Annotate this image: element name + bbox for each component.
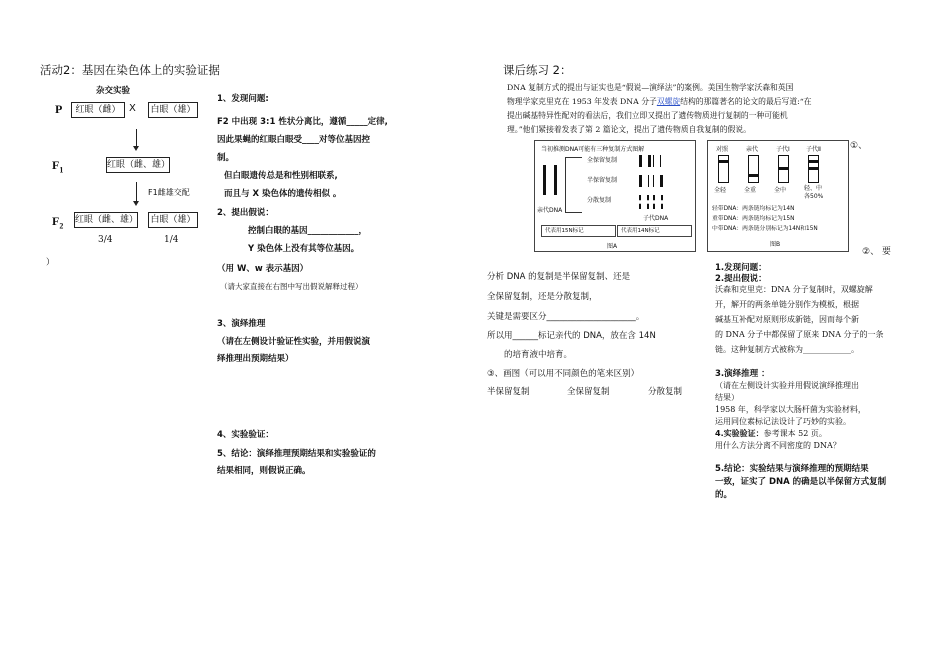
hypothesis-text: 碱基互补配对原则形成新链，因而每个新 (715, 315, 859, 324)
analysis-text: 全保留复制，还是分散复制， (487, 292, 598, 302)
intro-text: 提出碱基特异性配对的看法后，我们立即又提出了遗传物质进行复制的一种可能机 (507, 111, 788, 120)
f2-label: $F_2$ (52, 214, 64, 231)
hypothesis-text: 的 DNA 分子中都保留了原来 DNA 分子的一条 (715, 330, 884, 339)
intro-text: 理。”他们紧接着发表了第 2 篇论文，提出了遗传物质自我复制的假说。 (507, 125, 751, 134)
left-text: 结果相同，则假说正确。 (217, 466, 311, 476)
figb-band: 各50% (804, 193, 824, 200)
left-text: 制。 (217, 153, 235, 163)
mark-2: ②、 要 (862, 247, 891, 257)
bracket-icon (565, 157, 582, 213)
left-text: 绎推理出预期结果） (217, 354, 294, 364)
analysis-text: 所以用______标记亲代的 DNA，放在含 14N (487, 331, 656, 341)
figb-band: 轻、中 (804, 185, 823, 192)
left-step3: 3、演绎推理 (217, 319, 266, 329)
left-text: （用 W、w 表示基因） (217, 264, 309, 274)
f1-label: $F_1$ (52, 158, 64, 175)
left-text: （请在左侧设计验证性实验，并用假说演 (217, 337, 371, 347)
analysis-text: 分析 DNA 的复制是半保留复制、还是 (487, 272, 631, 282)
right-step5: 5.结论：实验结果与演绎推理的预期结果 (715, 464, 869, 474)
f2-right-box: 白眼（雄） (148, 212, 198, 228)
arrow-down-icon (136, 129, 137, 147)
parent-dna-icon (543, 165, 557, 195)
p-left-box: 红眼（雌） (71, 102, 125, 118)
left-step5: 5、结论：演绎推理预期结果和实验验证的 (217, 449, 376, 459)
left-text: Y 染色体上没有其等位基因。 (248, 244, 360, 254)
child-dna-icon (653, 175, 663, 187)
left-text: 而且与 X 染色体的遗传相似 。 (224, 189, 342, 199)
left-text: 控制白眼的基因____________， (248, 226, 368, 236)
tube-icon (718, 155, 729, 183)
verification-question: 用什么方法分离不同密度的 DNA？ (715, 441, 841, 450)
figb-band: 全中 (774, 187, 787, 194)
right-title: 课后练习 2： (503, 63, 572, 77)
p-label: P (55, 102, 63, 116)
left-step2: 2、提出假说： (217, 208, 274, 218)
left-text: 但白眼遗传总是和性别相联系, (224, 171, 338, 181)
analysis-text: 关键是需要区分_____________________。 (487, 312, 645, 322)
figa-legend2: 代表用14N标记 (617, 225, 692, 237)
tube-icon (748, 155, 759, 183)
hypothesis-text: 链。这种复制方式被称为____________。 (715, 345, 859, 354)
f2-left-box: 红眼（雌、雄） (74, 212, 138, 228)
right-step3: 3.演绎推理 ： (715, 369, 770, 379)
conclusion-text: 一致，证实了 DNA 的确是以半保留方式复制 (715, 477, 887, 487)
figb-col: 子代Ⅰ (776, 146, 790, 153)
stray-mark: ） (46, 258, 55, 268)
tube-icon (808, 155, 819, 183)
right-step1: 1.发现问题： (715, 263, 767, 273)
tube-icon (778, 155, 789, 183)
deduction-text: 结果） (715, 393, 739, 402)
hypothesis-text: 沃森和克里克：DNA 分子复制时，双螺旋解 (715, 285, 873, 294)
left-text: F2 中出现 3:1 性状分离比，遵循_____定律, (217, 117, 388, 127)
figa-child: 子代DNA (643, 215, 669, 222)
figa-method1: 全保留复制 (587, 157, 618, 164)
figb-caption: 图B (770, 241, 781, 248)
cross-title: 杂交实验 (96, 86, 131, 96)
child-dna-icon (653, 195, 663, 209)
cross-sign: X (129, 103, 136, 114)
analysis-method: 半保留复制 (487, 387, 530, 397)
left-text: （请大家直接在右图中写出假说解释过程） (220, 282, 363, 291)
analysis-text: 的培育液中培育。 (504, 350, 573, 360)
child-dna-icon (639, 175, 649, 187)
intro-text: DNA 复制方式的提出与证实也是“假说—演绎法”的案例。美国生物学家沃森和英国 (507, 83, 794, 92)
analysis-method: 分散复制 (648, 387, 683, 397)
figb-band: 全轻 (714, 187, 727, 194)
figa-caption: 图A (607, 243, 618, 250)
figb-note: 轻带DNA：两条链均标记为14N (712, 206, 795, 212)
left-text: 因此果蝇的红眼白眼受____对等位基因控 (217, 135, 371, 145)
left-step1: 1、发现问题: (217, 94, 269, 104)
figb-band: 全重 (744, 187, 757, 194)
figa-method2: 半保留复制 (587, 177, 618, 184)
figb-col: 子代Ⅱ (806, 146, 821, 153)
figure-b (707, 140, 849, 252)
figa-header: 当初推测DNA可能有三种复制方式图解 (541, 146, 645, 153)
figa-method3: 分散复制 (587, 197, 612, 204)
left-title: 活动2：基因在染色体上的实验证据 (40, 63, 220, 77)
right-step4: 4.实验验证：参考课本 52 页。 (715, 429, 827, 438)
ratio-right: 1/4 (164, 235, 179, 245)
conclusion-text: 的。 (715, 490, 733, 500)
left-step4: 4、实验验证： (217, 430, 274, 440)
figb-col: 亲代 (746, 146, 759, 153)
arrow-down-icon (136, 182, 137, 202)
deduction-text: 运用同位素标记法设计了巧妙的实验。 (715, 417, 851, 426)
right-step2: 2.提出假说： (715, 274, 767, 284)
child-dna-icon (653, 155, 661, 167)
figa-legend1: 代表用15N标记 (541, 225, 616, 237)
p-right-box: 白眼（雄） (148, 102, 198, 118)
deduction-text: （请在左侧设计实验并用假说演绎推理出 (715, 381, 859, 390)
analysis-method: 全保留复制 (567, 387, 610, 397)
intro-text: 物理学家克里克在 1953 年发表 DNA 分子双螺旋结构的那篇著名的论文的最后写道:“在 (507, 97, 812, 106)
f1-box: 红眼（雌、雄） (106, 157, 170, 173)
child-dna-icon (639, 155, 651, 167)
figb-note: 中带DNA：两条链分别标记为14N和15N (712, 226, 818, 232)
deduction-text: 1958 年，科学家以大肠杆菌为实验材料， (715, 405, 866, 414)
double-helix-link[interactable]: 双螺旋 (656, 97, 681, 106)
analysis-text: ③、画图（可以用不同颜色的笔来区别） (487, 369, 640, 379)
figb-note: 重带DNA：两条链均标记为15N (712, 216, 795, 222)
figure-a (534, 140, 696, 252)
figb-col: 对照 (716, 146, 729, 153)
ratio-left: 3/4 (98, 235, 113, 245)
child-dna-icon (639, 195, 649, 209)
f1-note: F1雌雄交配 (148, 188, 190, 197)
mark-1: ①、 (850, 141, 868, 151)
figa-parent: 亲代DNA (537, 207, 563, 214)
hypothesis-text: 开，解开的两条单链分别作为模板，根据 (715, 300, 859, 309)
